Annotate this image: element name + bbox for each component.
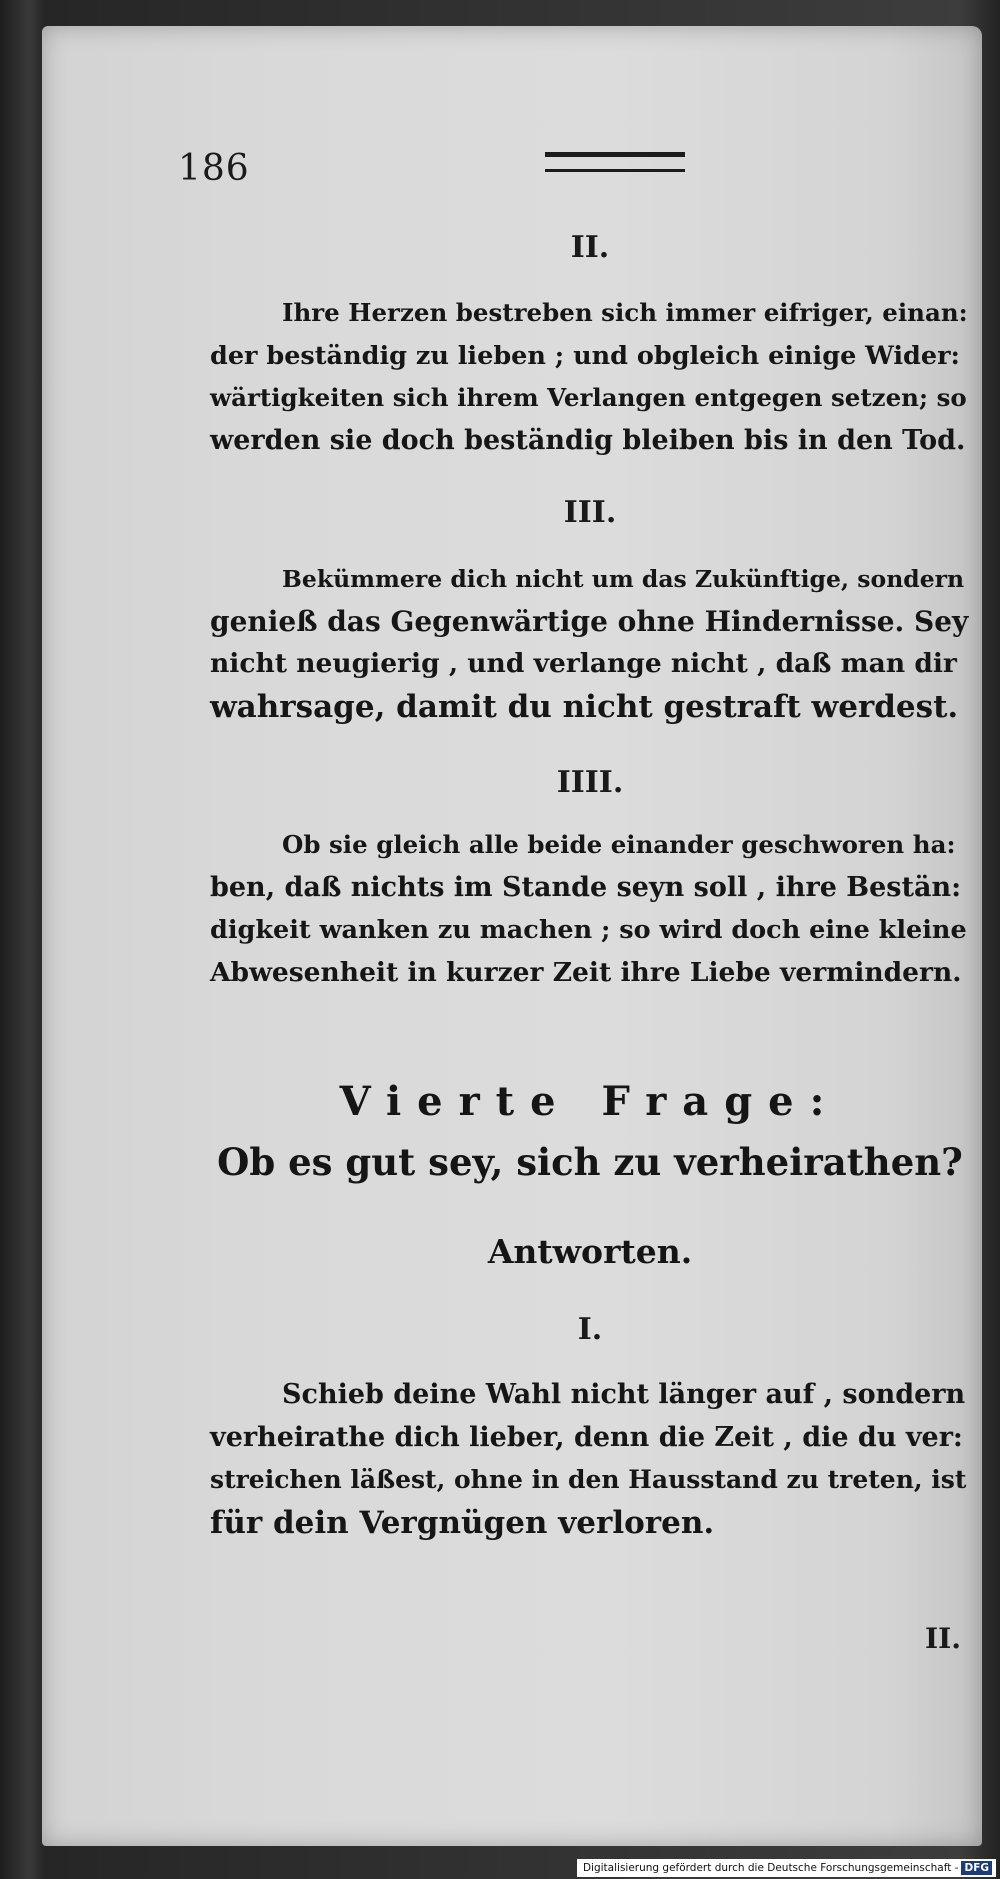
paragraph-line: verheirathe dich lieber, denn die Zeit , die du ver:: [210, 1421, 963, 1453]
section-numeral: II.: [570, 230, 610, 265]
paragraph-line: für dein Vergnügen verloren.: [210, 1504, 715, 1541]
credit-text: Digitalisierung gefördert durch die Deutsche Forschungsgemeinschaft -: [582, 1862, 959, 1874]
paragraph-line: streichen läßest, ohne in den Hausstand zu treten, ist: [210, 1465, 967, 1494]
section-paragraph: [210, 292, 968, 462]
paragraph-line: der beständig zu lieben ; und obgleich einige Wider:: [210, 340, 960, 371]
paragraph-line: nicht neugierig , und verlange nicht , daß man dir: [210, 648, 957, 679]
header-rule-thin: [545, 169, 685, 172]
section-paragraph: [210, 558, 968, 728]
question-subtitle: Ob es gut sey, sich zu verheirathen?: [217, 1140, 963, 1184]
section-numeral: IIII.: [556, 765, 624, 800]
answer-numeral: I.: [577, 1312, 603, 1347]
answer-paragraph: [210, 1374, 968, 1544]
paragraph-line: Schieb deine Wahl nicht länger auf , sondern: [282, 1379, 966, 1410]
answers-heading: Antworten.: [487, 1232, 693, 1271]
paragraph-line: wahrsage, damit du nicht gestraft werdest.: [210, 688, 959, 725]
page-number: 186: [178, 148, 250, 189]
question-title: Vierte Frage:: [339, 1078, 841, 1125]
paragraph-line: ben, daß nichts im Stande seyn soll , ihre Bestän:: [210, 871, 962, 903]
paragraph-line: wärtigkeiten sich ihrem Verlangen entgegen setzen; so: [210, 383, 967, 412]
paragraph-line: Bekümmere dich nicht um das Zukünftige, sondern: [282, 565, 965, 593]
paragraph-line: Abwesenheit in kurzer Zeit ihre Liebe vermindern.: [210, 956, 962, 988]
paragraph-line: werden sie doch beständig bleiben bis in den Tod.: [210, 424, 966, 456]
paragraph-line: Ihre Herzen bestreben sich immer eifriger, einan:: [282, 298, 968, 327]
digitization-credit: [577, 1859, 996, 1877]
paragraph-line: genieß das Gegenwärtige ohne Hindernisse. Sey: [210, 604, 969, 638]
dfg-logo: DFG: [961, 1861, 992, 1875]
section-numeral: III.: [563, 495, 617, 530]
catchword: II.: [925, 1622, 961, 1655]
section-paragraph: [210, 824, 968, 994]
header-rule-thick: [545, 152, 685, 157]
paragraph-line: digkeit wanken zu machen ; so wird doch eine kleine: [210, 915, 967, 945]
paragraph-line: Ob sie gleich alle beide einander geschworen ha:: [282, 830, 956, 859]
